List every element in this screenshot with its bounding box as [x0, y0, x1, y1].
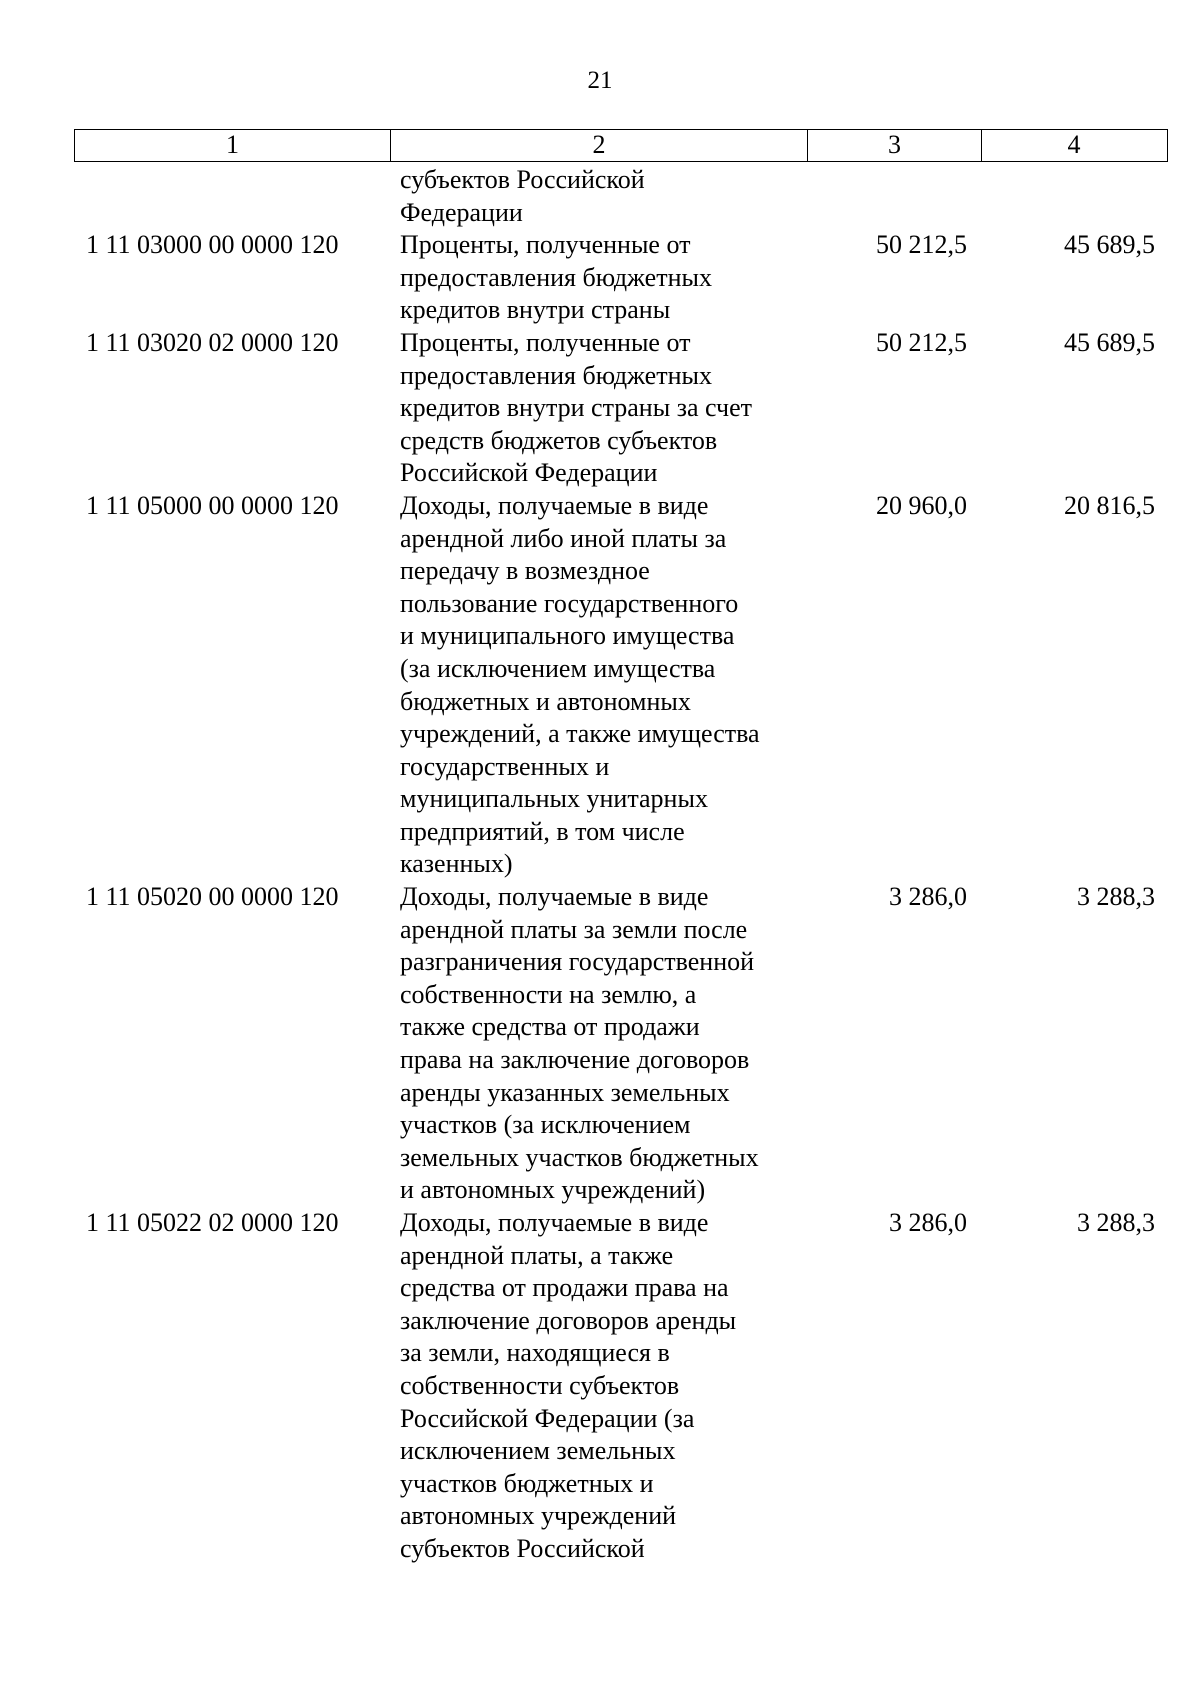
row-name-line: Российской Федерации (за — [400, 1403, 695, 1433]
table-row — [0, 490, 1200, 881]
row-name-line: субъектов Российской — [400, 165, 645, 194]
row-name-line: автономных учреждений — [400, 1501, 677, 1531]
row-value-col-4: 3 288,3 — [1077, 1208, 1155, 1237]
row-name-line: права на заключение договоров — [400, 1045, 750, 1075]
row-value-col-4: 45 689,5 — [1064, 230, 1155, 260]
row-name-line: Федерации — [400, 197, 523, 227]
row-name-line: муниципальных унитарных — [400, 784, 708, 814]
row-name-line: участков (за исключением — [400, 1110, 691, 1140]
row-name-line: средств бюджетов субъектов — [400, 425, 718, 455]
row-code: 1 11 03000 00 0000 120 — [86, 230, 339, 260]
row-name-line: и автономных учреждений) — [400, 1175, 706, 1205]
row-value-col-4: 45 689,5 — [1064, 327, 1155, 357]
row-value-col-3: 50 212,5 — [876, 327, 967, 357]
table-row — [0, 164, 1200, 229]
row-name-line: предоставления бюджетных — [400, 360, 712, 390]
row-name-line: бюджетных и автономных — [400, 686, 691, 716]
row-name-line: также средства от продажи — [400, 1012, 700, 1042]
row-name-line: Проценты, полученные от — [400, 327, 691, 357]
row-name-line: Доходы, получаемые в виде — [400, 882, 709, 912]
table-row — [0, 327, 1200, 490]
row-code: 1 11 05000 00 0000 120 — [86, 490, 339, 520]
row-value-col-4: 20 816,5 — [1064, 490, 1155, 520]
header-col-4: 4 — [1067, 130, 1081, 159]
row-name — [400, 229, 820, 327]
row-code: 1 11 05022 02 0000 120 — [86, 1208, 339, 1237]
row-name-line: предприятий, в том числе — [400, 816, 685, 846]
row-value-col-3: 20 960,0 — [876, 490, 967, 520]
row-name-line: аренды указанных земельных — [400, 1077, 730, 1107]
table-header — [74, 129, 1168, 162]
row-name-line: Доходы, получаемые в виде — [400, 490, 709, 520]
page-number: 21 — [587, 67, 613, 94]
row-name-line: субъектов Российской — [400, 1533, 645, 1563]
row-code: 1 11 05020 00 0000 120 — [86, 882, 339, 912]
header-col-1: 1 — [75, 130, 391, 161]
row-name-line: передачу в возмездное — [400, 556, 650, 586]
row-name-line: предоставления бюджетных — [400, 262, 712, 292]
row-name-line: земельных участков бюджетных — [400, 1142, 759, 1172]
row-name-line: исключением земельных — [400, 1436, 676, 1466]
row-name-line: пользование государственного — [400, 588, 739, 618]
row-value-col-3: 3 286,0 — [889, 882, 967, 912]
row-name-line: казенных) — [400, 849, 513, 879]
row-name-line: арендной платы, а также — [400, 1240, 674, 1270]
row-name-line: арендной либо иной платы за — [400, 523, 727, 553]
row-name-line: за земли, находящиеся в — [400, 1338, 670, 1368]
row-name-line: кредитов внутри страны — [400, 295, 671, 325]
row-value-col-3: 50 212,5 — [876, 230, 967, 260]
row-name — [400, 164, 820, 229]
header-col-2: 2 — [391, 130, 808, 161]
row-name-line: кредитов внутри страны за счет — [400, 393, 753, 423]
row-name — [400, 881, 820, 1207]
row-name-line: средства от продажи права на — [400, 1273, 729, 1303]
row-name-line: (за исключением имущества — [400, 653, 716, 683]
row-name — [400, 490, 820, 881]
row-name-line: заключение договоров аренды — [400, 1305, 737, 1335]
header-col-3: 3 — [808, 130, 982, 161]
row-name-line: собственности субъектов — [400, 1370, 680, 1400]
table-row — [0, 1207, 1200, 1566]
table-body — [0, 164, 1200, 1566]
row-name — [400, 327, 820, 490]
row-name — [400, 1207, 820, 1566]
row-name-line: арендной платы за земли после — [400, 914, 748, 944]
row-name-line: собственности на землю, а — [400, 979, 697, 1009]
table-row — [0, 881, 1200, 1207]
row-name-line: Российской Федерации — [400, 458, 658, 488]
row-name-line: учреждений, а также имущества — [400, 719, 760, 749]
row-name-line: участков бюджетных и — [400, 1468, 654, 1498]
row-name-line: Доходы, получаемые в виде — [400, 1208, 709, 1237]
row-name-line: Проценты, полученные от — [400, 230, 691, 260]
row-value-col-3: 3 286,0 — [889, 1208, 967, 1237]
row-name-line: государственных и — [400, 751, 610, 781]
row-name-line: разграничения государственной — [400, 947, 755, 977]
row-code: 1 11 03020 02 0000 120 — [86, 327, 339, 357]
table-row — [0, 229, 1200, 327]
row-name-line: и муниципального имущества — [400, 621, 735, 651]
row-value-col-4: 3 288,3 — [1077, 882, 1155, 912]
